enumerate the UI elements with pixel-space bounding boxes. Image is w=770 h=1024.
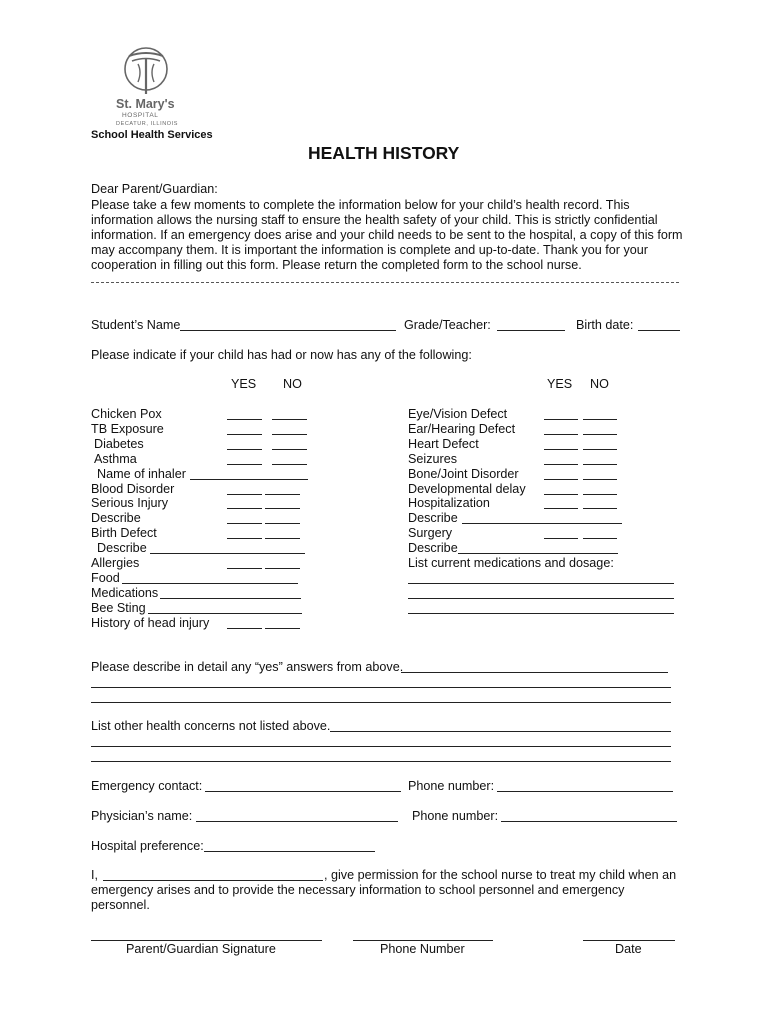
condition-tb-exposure: TB Exposure — [91, 422, 164, 436]
medications-dosage-label: List current medications and dosage: — [408, 556, 614, 570]
condition-chicken-pox: Chicken Pox — [91, 407, 162, 421]
injury-describe-label: Describe — [91, 511, 141, 525]
condition-ear-hearing: Ear/Hearing Defect — [408, 422, 516, 436]
no-header-left: NO — [283, 377, 302, 391]
birth-date-field[interactable] — [638, 330, 680, 331]
permission-line-2: emergency arises and to provide the necessary information to school personnel and emergency — [91, 883, 625, 897]
yes-header-left: YES — [231, 377, 257, 391]
emergency-phone-label: Phone number: — [408, 779, 495, 793]
emergency-contact-label: Emergency contact: — [91, 779, 203, 793]
student-name-field[interactable] — [180, 330, 396, 331]
permission-name-field[interactable] — [103, 880, 323, 881]
bone-joint-yes-field[interactable] — [544, 479, 578, 480]
hospital-location: DECATUR, ILLINOIS — [116, 121, 179, 127]
student-name-label: Student’s Name — [91, 318, 181, 332]
eye-vision-yes-field[interactable] — [544, 419, 578, 420]
diabetes-no-field[interactable] — [272, 449, 307, 450]
intro-paragraph: Please take a few moments to complete the information below for your child’s health record. This information allows the nursing staff to ensure the health safety of your child. This is strictly confidential information. If an emergency does arise and your child needs to be sent to the hospital, a copy of this form may accompany them. It is important the information is complete and up-to-date. Thank you for your cooperation in filling out this form. Please return the completed form to the school nurse. — [91, 198, 683, 272]
medications-line-1[interactable] — [408, 583, 674, 584]
st-marys-cross-logo-icon — [116, 42, 176, 96]
injury-describe-yes-field[interactable] — [227, 523, 262, 524]
ear-hearing-no-field[interactable] — [583, 434, 617, 435]
permission-line-3: personnel. — [91, 898, 150, 912]
allergies-yes-field[interactable] — [227, 568, 262, 569]
asthma-no-field[interactable] — [272, 464, 307, 465]
salutation: Dear Parent/Guardian: — [91, 182, 218, 196]
medication-allergy-field[interactable] — [160, 598, 301, 599]
food-allergy-field[interactable] — [122, 583, 298, 584]
head-injury-yes-field[interactable] — [227, 628, 262, 629]
condition-allergies: Allergies — [91, 556, 140, 570]
birth-date-label: Birth date: — [576, 318, 634, 332]
allergies-no-field[interactable] — [265, 568, 300, 569]
emergency-contact-field[interactable] — [205, 791, 401, 792]
surgery-describe-label: Describe — [408, 541, 458, 555]
inhaler-name-label: Name of inhaler — [97, 467, 186, 481]
condition-birth-defect: Birth Defect — [91, 526, 157, 540]
condition-bone-joint: Bone/Joint Disorder — [408, 467, 519, 481]
condition-seizures: Seizures — [408, 452, 457, 466]
hospitalization-no-field[interactable] — [583, 508, 617, 509]
conditions-question: Please indicate if your child has had or now has any of the following: — [91, 348, 472, 362]
guardian-signature-field[interactable] — [91, 940, 322, 941]
guardian-signature-label: Parent/Guardian Signature — [126, 942, 276, 956]
condition-asthma: Asthma — [94, 452, 137, 466]
condition-surgery: Surgery — [408, 526, 453, 540]
condition-head-injury: History of head injury — [91, 616, 210, 630]
no-header-right: NO — [590, 377, 609, 391]
signature-date-field[interactable] — [583, 940, 675, 941]
physician-phone-label: Phone number: — [412, 809, 499, 823]
head-injury-no-field[interactable] — [265, 628, 300, 629]
hospital-preference-label: Hospital preference: — [91, 839, 204, 853]
injury-describe-no-field[interactable] — [265, 523, 300, 524]
hospital-preference-field[interactable] — [204, 851, 375, 852]
blood-disorder-yes-field[interactable] — [227, 494, 262, 495]
condition-heart-defect: Heart Defect — [408, 437, 479, 451]
describe-yes-label: Please describe in detail any “yes” answers from above. — [91, 660, 404, 674]
eye-vision-no-field[interactable] — [583, 419, 617, 420]
developmental-delay-yes-field[interactable] — [544, 494, 578, 495]
condition-diabetes: Diabetes — [94, 437, 144, 451]
birth-defect-yes-field[interactable] — [227, 538, 262, 539]
permission-prefix: I, — [91, 868, 98, 882]
yes-header-right: YES — [547, 377, 573, 391]
hospitalization-yes-field[interactable] — [544, 508, 578, 509]
seizures-yes-field[interactable] — [544, 464, 578, 465]
chicken-pox-yes-field[interactable] — [227, 419, 262, 420]
seizures-no-field[interactable] — [583, 464, 617, 465]
physician-name-field[interactable] — [196, 821, 398, 822]
describe-yes-line-1[interactable] — [401, 672, 668, 673]
serious-injury-yes-field[interactable] — [227, 508, 262, 509]
grade-teacher-label: Grade/Teacher: — [404, 318, 491, 332]
department-name: School Health Services — [91, 129, 213, 141]
permission-line-1: , give permission for the school nurse to treat my child when an — [324, 868, 677, 882]
emergency-phone-field[interactable] — [497, 791, 673, 792]
signature-date-label: Date — [615, 942, 642, 956]
grade-teacher-field[interactable] — [497, 330, 565, 331]
medications-line-3[interactable] — [408, 613, 674, 614]
developmental-delay-no-field[interactable] — [583, 494, 617, 495]
other-concerns-line-1[interactable] — [330, 731, 671, 732]
condition-blood-disorder: Blood Disorder — [91, 482, 175, 496]
describe-yes-line-2[interactable] — [91, 687, 671, 688]
page-title: HEALTH HISTORY — [308, 143, 460, 163]
other-concerns-line-3[interactable] — [91, 761, 671, 762]
signature-phone-label: Phone Number — [380, 942, 465, 956]
signature-phone-field[interactable] — [353, 940, 493, 941]
birth-defect-describe-label: Describe — [97, 541, 147, 555]
condition-hospitalization: Hospitalization — [408, 496, 490, 510]
birth-defect-no-field[interactable] — [265, 538, 300, 539]
describe-yes-line-3[interactable] — [91, 702, 671, 703]
chicken-pox-no-field[interactable] — [272, 419, 307, 420]
surgery-yes-field[interactable] — [544, 538, 578, 539]
heart-defect-no-field[interactable] — [583, 449, 617, 450]
tb-exposure-no-field[interactable] — [272, 434, 307, 435]
surgery-describe-field[interactable] — [458, 553, 618, 554]
hospitalization-describe-label: Describe — [408, 511, 458, 525]
medication-allergy-label: Medications — [91, 586, 159, 600]
physician-phone-field[interactable] — [501, 821, 677, 822]
tb-exposure-yes-field[interactable] — [227, 434, 262, 435]
condition-developmental-delay: Developmental delay — [408, 482, 526, 496]
hospital-name: St. Mary's — [116, 97, 175, 111]
bee-sting-label: Bee Sting — [91, 601, 146, 615]
condition-serious-injury: Serious Injury — [91, 496, 168, 510]
bee-sting-field[interactable] — [148, 613, 302, 614]
physician-name-label: Physician’s name: — [91, 809, 193, 823]
hospitalization-describe-field[interactable] — [462, 523, 622, 524]
condition-eye-vision: Eye/Vision Defect — [408, 407, 508, 421]
birth-defect-describe-field[interactable] — [150, 553, 305, 554]
separator-line — [91, 282, 679, 283]
medications-line-2[interactable] — [408, 598, 674, 599]
blood-disorder-no-field[interactable] — [265, 494, 300, 495]
hospital-word: HOSPITAL — [122, 112, 159, 119]
asthma-yes-field[interactable] — [227, 464, 262, 465]
other-concerns-label: List other health concerns not listed above. — [91, 719, 331, 733]
inhaler-name-field[interactable] — [190, 479, 308, 480]
ear-hearing-yes-field[interactable] — [544, 434, 578, 435]
surgery-no-field[interactable] — [583, 538, 617, 539]
bone-joint-no-field[interactable] — [583, 479, 617, 480]
other-concerns-line-2[interactable] — [91, 746, 671, 747]
heart-defect-yes-field[interactable] — [544, 449, 578, 450]
food-allergy-label: Food — [91, 571, 120, 585]
diabetes-yes-field[interactable] — [227, 449, 262, 450]
serious-injury-no-field[interactable] — [265, 508, 300, 509]
